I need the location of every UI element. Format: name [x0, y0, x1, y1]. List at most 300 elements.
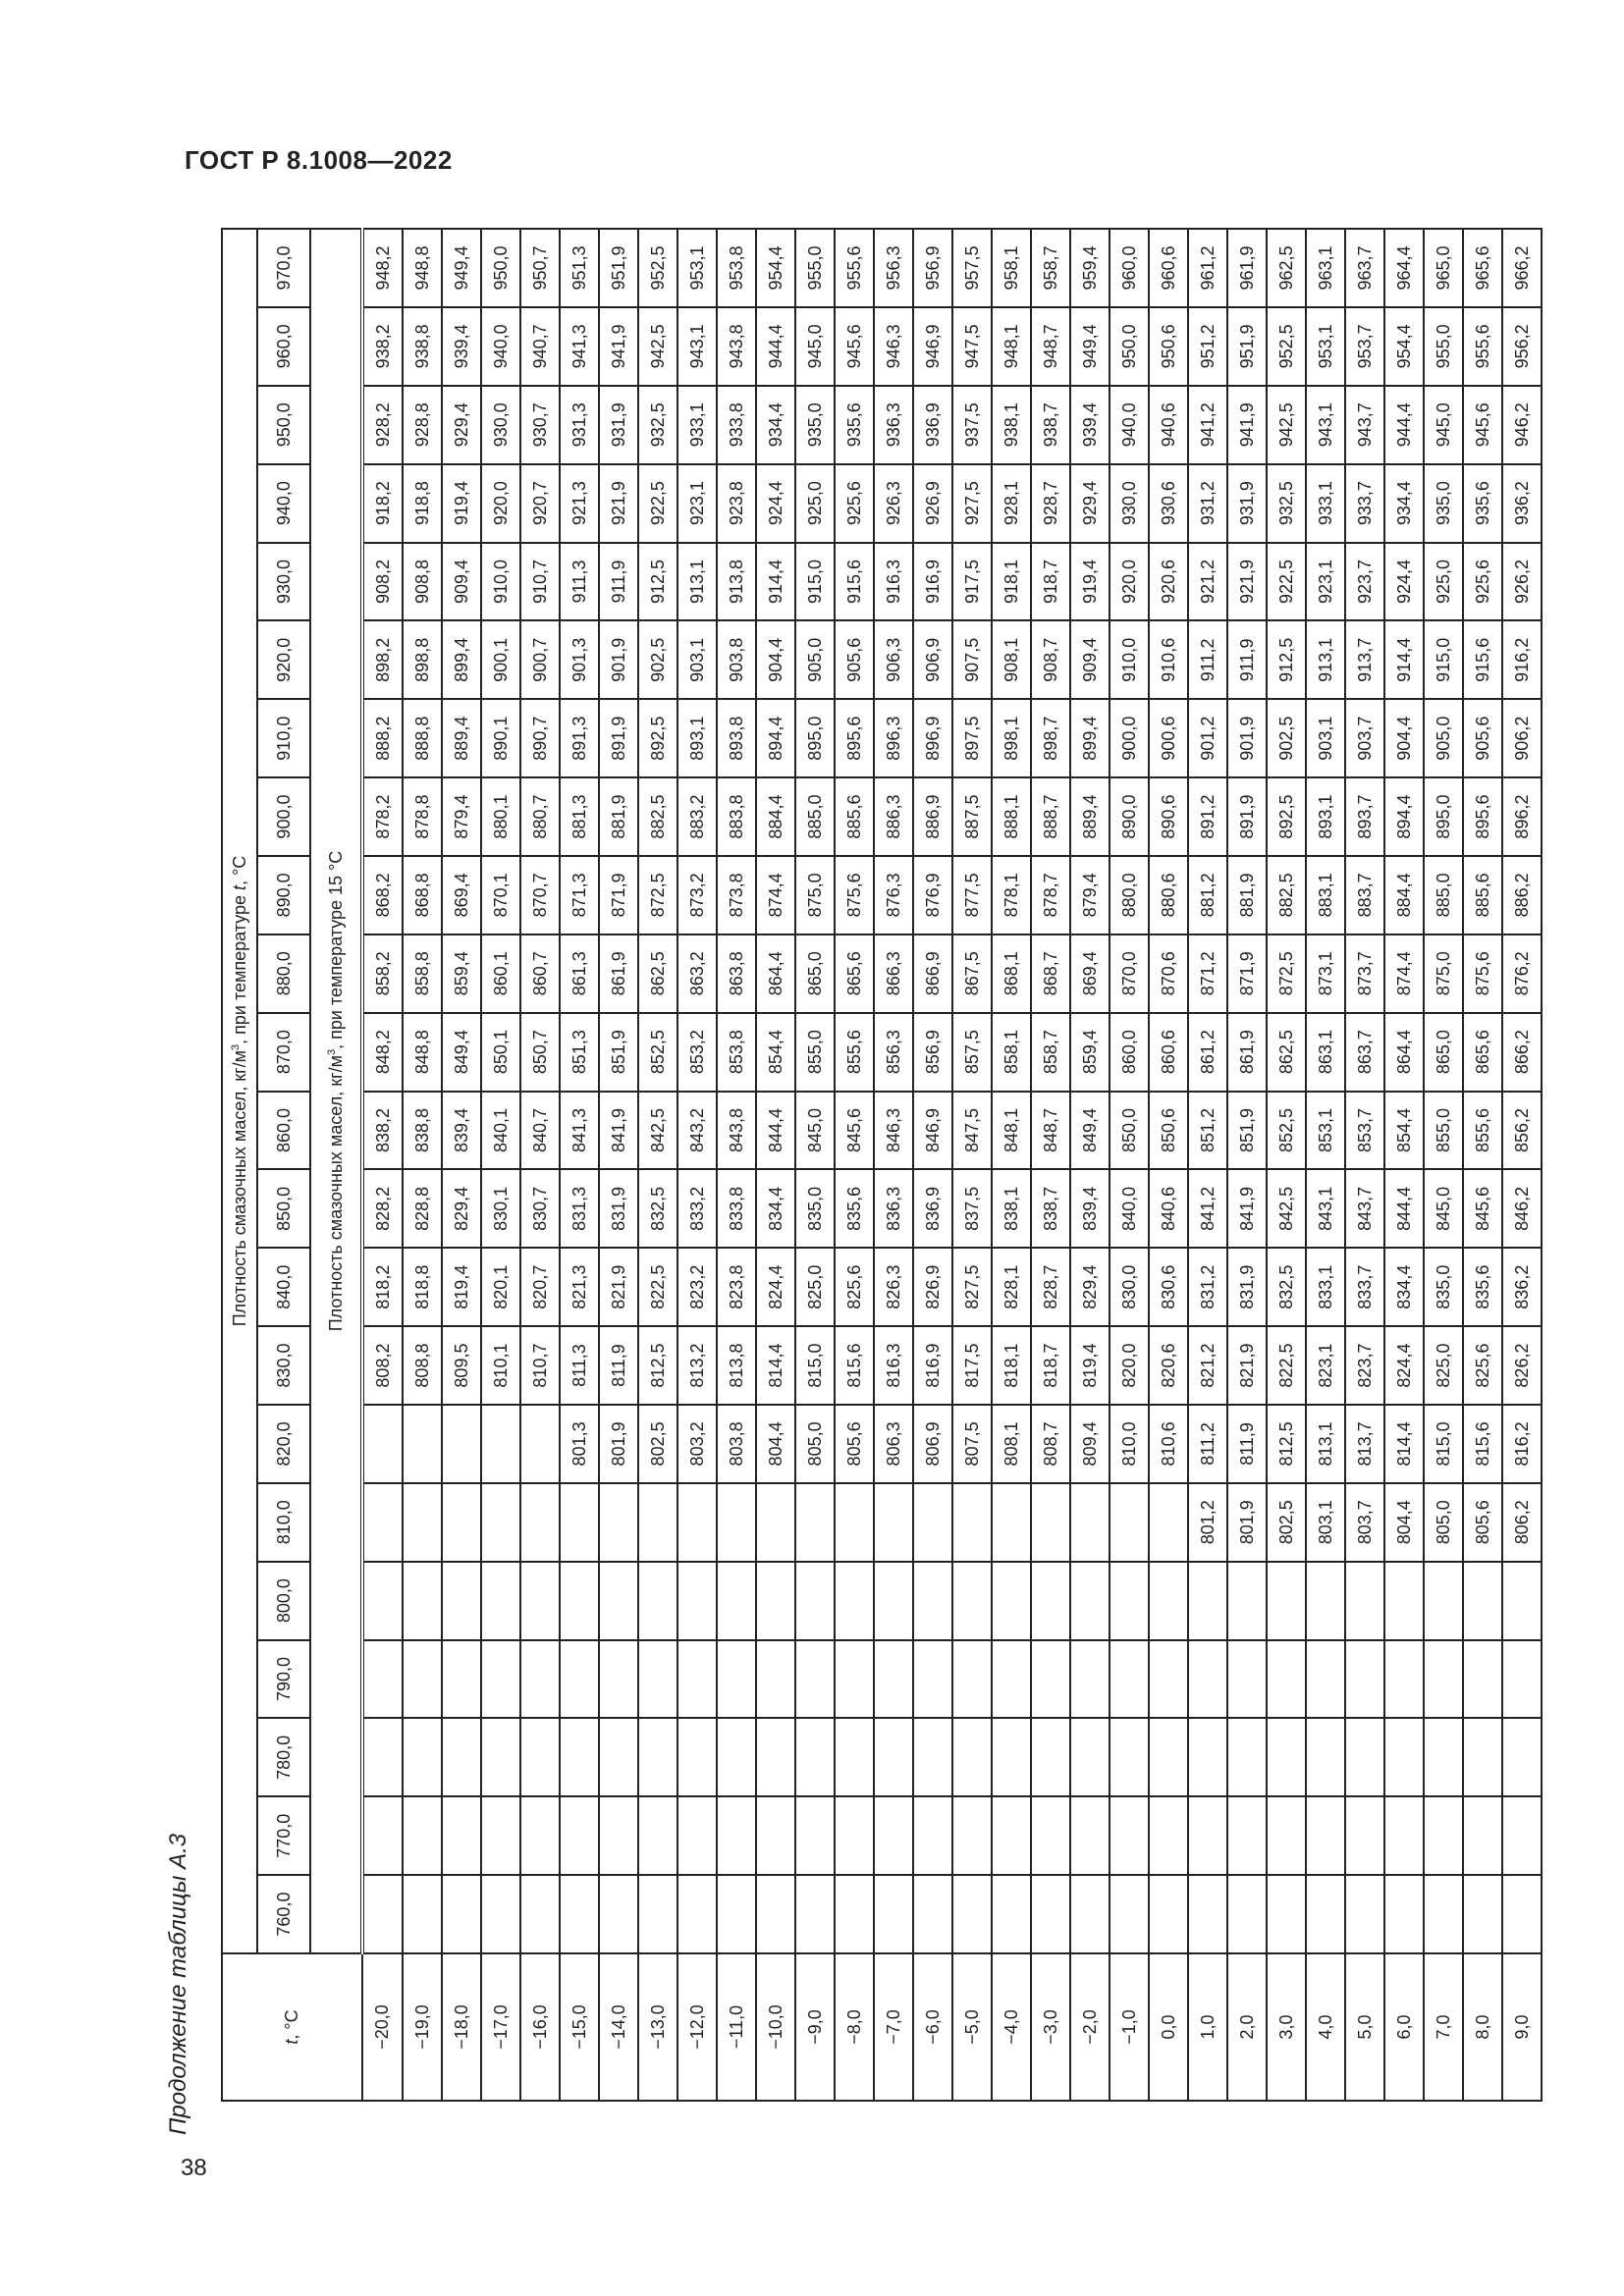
density-cell: 913,1	[677, 543, 717, 621]
density-cell: 808,2	[362, 1326, 403, 1405]
temp-var-label: t	[282, 2039, 301, 2045]
density-cell: 912,5	[638, 543, 677, 621]
density-cell: 836,2	[1502, 1248, 1542, 1326]
density-cell: 830,6	[1149, 1248, 1188, 1326]
density-cell: 852,5	[638, 1013, 677, 1092]
density-cell	[403, 1405, 442, 1483]
density-cell: 882,5	[1267, 856, 1306, 934]
density-cell: 911,9	[599, 543, 638, 621]
density-cell: 944,4	[1384, 386, 1424, 464]
density-cell: 888,2	[362, 699, 403, 777]
density-cell	[638, 1640, 677, 1719]
density-cell: 838,1	[992, 1169, 1031, 1248]
density-cell: 868,1	[992, 934, 1031, 1013]
density-cell: 913,1	[1306, 620, 1345, 699]
density-cell: 900,7	[520, 620, 560, 699]
density-cell	[1384, 1875, 1424, 1953]
density-cell	[1149, 1718, 1188, 1796]
density-cell: 838,8	[403, 1092, 442, 1170]
density-cell	[677, 1718, 717, 1796]
density-cell: 953,1	[1306, 307, 1345, 386]
density-cell: 819,4	[442, 1248, 481, 1326]
density-cell	[362, 1483, 403, 1562]
density-cell	[403, 1562, 442, 1640]
density-cell: 918,1	[992, 543, 1031, 621]
density-cell	[835, 1640, 874, 1719]
density-cell	[442, 1640, 481, 1719]
density-cell: 865,0	[1424, 1013, 1463, 1092]
density-cell	[1031, 1875, 1070, 1953]
density-cell	[1110, 1640, 1149, 1719]
density-column-header: 760,0	[257, 1875, 310, 1953]
density-cell	[835, 1875, 874, 1953]
density-cell: 862,5	[1267, 1013, 1306, 1092]
density-cell: 941,9	[599, 307, 638, 386]
density-cell: 824,4	[756, 1248, 795, 1326]
density-cell	[756, 1796, 795, 1875]
density-cell	[1345, 1875, 1384, 1953]
density-cell: 872,5	[638, 856, 677, 934]
density-cell: 883,2	[677, 777, 717, 856]
density-cell: 805,6	[1463, 1483, 1502, 1562]
density-cell: 816,2	[1502, 1405, 1542, 1483]
density-cell	[1306, 1640, 1345, 1719]
density-column-header: 950,0	[257, 386, 310, 464]
density-cell: 838,2	[362, 1092, 403, 1170]
density-cell: 933,1	[677, 386, 717, 464]
density-cell: 890,7	[520, 699, 560, 777]
group-header-bottom-text: Плотность смазочных масел, кг/м	[325, 1054, 346, 1332]
density-cell: 864,4	[756, 934, 795, 1013]
density-cell: 878,1	[992, 856, 1031, 934]
table-row	[1463, 229, 1502, 2101]
density-cell	[677, 1640, 717, 1719]
density-cell: 813,2	[677, 1326, 717, 1405]
density-cell: 860,7	[520, 934, 560, 1013]
density-cell: 858,2	[362, 934, 403, 1013]
density-cell: 841,2	[1188, 1169, 1227, 1248]
density-cell	[481, 1640, 520, 1719]
density-cell: 947,5	[952, 307, 992, 386]
density-cell: 942,5	[1267, 386, 1306, 464]
density-cell: 863,7	[1345, 1013, 1384, 1092]
density-cell: 929,4	[442, 386, 481, 464]
density-cell: 826,9	[913, 1248, 952, 1326]
density-cell: 854,4	[1384, 1092, 1424, 1170]
density-cell: 939,4	[1070, 386, 1110, 464]
table-row	[1502, 229, 1542, 2101]
density-cell: 906,9	[913, 620, 952, 699]
temperature-cell: −9,0	[795, 1953, 835, 2101]
density-cell: 934,4	[1384, 464, 1424, 543]
density-cell	[638, 1718, 677, 1796]
density-cell: 885,0	[1424, 856, 1463, 934]
density-cell: 938,1	[992, 386, 1031, 464]
density-cell	[1463, 1875, 1502, 1953]
density-cell: 870,0	[1110, 934, 1149, 1013]
density-cell	[403, 1718, 442, 1796]
density-cell: 864,4	[1384, 1013, 1424, 1092]
density-cell: 832,5	[638, 1169, 677, 1248]
density-column-header: 820,0	[257, 1405, 310, 1483]
density-cell	[756, 1718, 795, 1796]
density-cell	[1031, 1562, 1070, 1640]
density-cell: 943,1	[1306, 386, 1345, 464]
table-row	[795, 229, 835, 2101]
density-cell: 803,7	[1345, 1483, 1384, 1562]
density-cell: 954,4	[756, 229, 795, 307]
density-cell: 902,5	[1267, 699, 1306, 777]
density-cell: 823,7	[1345, 1326, 1384, 1405]
density-cell: 953,8	[717, 229, 756, 307]
density-cell: 915,0	[1424, 620, 1463, 699]
density-cell: 966,2	[1502, 229, 1542, 307]
density-cell: 820,7	[520, 1248, 560, 1326]
density-cell: 821,9	[1227, 1326, 1267, 1405]
density-cell: 856,2	[1502, 1092, 1542, 1170]
temperature-cell: −2,0	[1070, 1953, 1110, 2101]
density-cell: 876,2	[1502, 934, 1542, 1013]
density-cell: 801,9	[599, 1405, 638, 1483]
density-cell	[1306, 1562, 1345, 1640]
density-cell: 923,1	[1306, 543, 1345, 621]
density-cell	[1110, 1562, 1149, 1640]
density-cell: 828,2	[362, 1169, 403, 1248]
density-cell: 892,5	[1267, 777, 1306, 856]
density-cell: 858,1	[992, 1013, 1031, 1092]
density-cell: 845,6	[835, 1092, 874, 1170]
table-row	[599, 229, 638, 2101]
density-column-header: 870,0	[257, 1013, 310, 1092]
density-cell	[1149, 1483, 1188, 1562]
density-cell: 921,2	[1188, 543, 1227, 621]
density-cell: 901,9	[599, 620, 638, 699]
temperature-cell: 9,0	[1502, 1953, 1542, 2101]
density-cell	[835, 1562, 874, 1640]
density-cell: 805,6	[835, 1405, 874, 1483]
density-cell: 841,3	[560, 1092, 599, 1170]
density-cell	[1384, 1640, 1424, 1719]
density-cell: 906,2	[1502, 699, 1542, 777]
density-cell: 877,5	[952, 856, 992, 934]
density-cell	[1149, 1640, 1188, 1719]
density-cell	[717, 1875, 756, 1953]
temperature-cell: −1,0	[1110, 1953, 1149, 2101]
density-cell: 812,5	[1267, 1405, 1306, 1483]
density-cell: 911,9	[1227, 620, 1267, 699]
density-cell: 895,0	[795, 699, 835, 777]
density-cell	[1149, 1796, 1188, 1875]
density-column-header: 900,0	[257, 777, 310, 856]
density-cell: 811,3	[560, 1326, 599, 1405]
density-cell: 893,7	[1345, 777, 1384, 856]
density-cell	[1227, 1562, 1267, 1640]
density-cell: 818,1	[992, 1326, 1031, 1405]
density-cell	[560, 1875, 599, 1953]
density-cell: 866,2	[1502, 1013, 1542, 1092]
density-cell: 881,2	[1188, 856, 1227, 934]
density-cell: 901,9	[1227, 699, 1267, 777]
density-cell: 868,2	[362, 856, 403, 934]
density-cell	[835, 1483, 874, 1562]
density-cell: 875,0	[795, 856, 835, 934]
density-cell: 928,2	[362, 386, 403, 464]
density-cell: 828,1	[992, 1248, 1031, 1326]
density-cell: 811,2	[1188, 1405, 1227, 1483]
density-cell: 848,2	[362, 1013, 403, 1092]
density-cell	[1188, 1562, 1227, 1640]
density-cell: 863,2	[677, 934, 717, 1013]
temperature-cell: 3,0	[1267, 1953, 1306, 2101]
density-cell: 933,1	[1306, 464, 1345, 543]
table-row	[1227, 229, 1267, 2101]
group-header-top-sup: 3	[229, 1043, 242, 1050]
temperature-cell: 1,0	[1188, 1953, 1227, 2101]
density-cell: 870,1	[481, 856, 520, 934]
density-cell: 958,1	[992, 229, 1031, 307]
density-cell: 861,9	[1227, 1013, 1267, 1092]
table-row	[1149, 229, 1188, 2101]
density-cell: 950,0	[1110, 307, 1149, 386]
density-cell	[992, 1875, 1031, 1953]
density-cell	[520, 1562, 560, 1640]
density-cell: 934,4	[756, 386, 795, 464]
density-cell: 828,7	[1031, 1248, 1070, 1326]
density-cell: 900,1	[481, 620, 520, 699]
density-cell: 925,6	[835, 464, 874, 543]
density-cell: 840,7	[520, 1092, 560, 1170]
density-cell	[1031, 1796, 1070, 1875]
density-cell: 818,2	[362, 1248, 403, 1326]
density-cell	[1306, 1718, 1345, 1796]
density-cell: 885,0	[795, 777, 835, 856]
density-cell: 844,4	[756, 1092, 795, 1170]
table-row	[1031, 229, 1070, 2101]
density-cell: 962,5	[1267, 229, 1306, 307]
density-cell: 854,4	[756, 1013, 795, 1092]
density-cell: 891,3	[560, 699, 599, 777]
density-cell: 857,5	[952, 1013, 992, 1092]
density-column-header: 880,0	[257, 934, 310, 1013]
density-cell: 903,8	[717, 620, 756, 699]
density-cell: 865,6	[1463, 1013, 1502, 1092]
temperature-cell: −14,0	[599, 1953, 638, 2101]
density-cell: 926,9	[913, 464, 952, 543]
density-column-headers	[257, 229, 310, 2101]
density-cell: 920,0	[481, 464, 520, 543]
density-cell: 830,1	[481, 1169, 520, 1248]
density-cell: 825,6	[1463, 1326, 1502, 1405]
density-cell	[560, 1796, 599, 1875]
group-header-at-15c	[310, 229, 362, 1953]
density-cell: 888,8	[403, 699, 442, 777]
density-cell	[1031, 1483, 1070, 1562]
density-cell: 924,4	[1384, 543, 1424, 621]
density-cell: 951,9	[599, 229, 638, 307]
density-cell: 957,5	[952, 229, 992, 307]
density-cell	[717, 1796, 756, 1875]
density-cell: 863,8	[717, 934, 756, 1013]
density-cell: 935,6	[835, 386, 874, 464]
density-cell: 935,6	[1463, 464, 1502, 543]
density-cell: 965,6	[1463, 229, 1502, 307]
density-cell: 845,0	[1424, 1169, 1463, 1248]
density-cell: 803,1	[1306, 1483, 1345, 1562]
table-row	[1267, 229, 1306, 2101]
temperature-cell: 2,0	[1227, 1953, 1267, 2101]
density-cell: 847,5	[952, 1092, 992, 1170]
density-cell: 860,1	[481, 934, 520, 1013]
density-cell: 940,6	[1149, 386, 1188, 464]
density-cell: 804,4	[756, 1405, 795, 1483]
density-cell: 955,6	[1463, 307, 1502, 386]
density-cell: 867,5	[952, 934, 992, 1013]
density-cell: 856,9	[913, 1013, 952, 1092]
density-cell: 949,4	[1070, 307, 1110, 386]
density-cell: 834,4	[1384, 1248, 1424, 1326]
density-cell: 950,0	[481, 229, 520, 307]
density-cell: 823,8	[717, 1248, 756, 1326]
density-cell: 865,6	[835, 934, 874, 1013]
density-cell: 811,9	[1227, 1405, 1267, 1483]
density-cell: 805,0	[795, 1405, 835, 1483]
density-cell: 891,2	[1188, 777, 1227, 856]
density-cell: 880,7	[520, 777, 560, 856]
density-cell: 876,3	[874, 856, 913, 934]
density-cell: 941,9	[1227, 386, 1267, 464]
density-column-header: 930,0	[257, 543, 310, 621]
density-cell: 850,1	[481, 1013, 520, 1092]
density-cell: 904,4	[1384, 699, 1424, 777]
density-cell: 851,2	[1188, 1092, 1227, 1170]
density-cell	[1502, 1562, 1542, 1640]
density-cell	[599, 1562, 638, 1640]
density-cell: 830,0	[1110, 1248, 1149, 1326]
density-cell: 871,9	[1227, 934, 1267, 1013]
density-cell: 844,4	[1384, 1169, 1424, 1248]
density-cell: 893,8	[717, 699, 756, 777]
density-cell: 883,1	[1306, 856, 1345, 934]
density-cell: 873,1	[1306, 934, 1345, 1013]
density-cell: 930,7	[520, 386, 560, 464]
density-cell	[442, 1875, 481, 1953]
density-cell: 831,3	[560, 1169, 599, 1248]
density-cell: 945,0	[795, 307, 835, 386]
temperature-cell: −17,0	[481, 1953, 520, 2101]
density-cell: 822,5	[638, 1248, 677, 1326]
density-cell: 952,5	[1267, 307, 1306, 386]
density-cell: 901,2	[1188, 699, 1227, 777]
temperature-cell: −3,0	[1031, 1953, 1070, 2101]
density-cell: 903,7	[1345, 699, 1384, 777]
density-cell: 896,3	[874, 699, 913, 777]
density-cell: 884,4	[756, 777, 795, 856]
group-header-top-suffix: , при температуре	[229, 889, 249, 1044]
density-cell	[1345, 1718, 1384, 1796]
density-cell: 851,9	[599, 1013, 638, 1092]
density-cell: 948,7	[1031, 307, 1070, 386]
density-column-header: 800,0	[257, 1562, 310, 1640]
density-cell: 835,0	[795, 1169, 835, 1248]
table-row	[952, 229, 992, 2101]
density-cell: 893,1	[677, 699, 717, 777]
density-cell: 936,3	[874, 386, 913, 464]
density-cell: 940,0	[1110, 386, 1149, 464]
density-cell: 887,5	[952, 777, 992, 856]
density-cell: 849,4	[1070, 1092, 1110, 1170]
density-cell: 804,4	[1384, 1483, 1424, 1562]
density-cell: 928,1	[992, 464, 1031, 543]
density-cell: 899,4	[1070, 699, 1110, 777]
density-cell: 820,1	[481, 1248, 520, 1326]
density-cell: 833,8	[717, 1169, 756, 1248]
density-cell	[560, 1483, 599, 1562]
density-cell: 815,6	[835, 1326, 874, 1405]
table-caption: Продолжение таблицы А.3	[165, 1833, 191, 2135]
density-cell: 855,0	[1424, 1092, 1463, 1170]
density-cell: 840,1	[481, 1092, 520, 1170]
density-cell: 801,9	[1227, 1483, 1267, 1562]
density-column-header: 780,0	[257, 1718, 310, 1796]
density-cell: 911,3	[560, 543, 599, 621]
density-cell: 853,2	[677, 1013, 717, 1092]
density-cell	[1031, 1640, 1070, 1719]
density-cell: 817,5	[952, 1326, 992, 1405]
density-cell	[952, 1640, 992, 1719]
density-cell: 921,9	[1227, 543, 1267, 621]
table-row	[874, 229, 913, 2101]
density-cell: 821,9	[599, 1248, 638, 1326]
density-cell: 893,1	[1306, 777, 1345, 856]
density-cell: 910,6	[1149, 620, 1188, 699]
density-cell	[520, 1796, 560, 1875]
density-cell	[520, 1405, 560, 1483]
temperature-cell: −19,0	[403, 1953, 442, 2101]
density-cell	[403, 1796, 442, 1875]
density-cell: 841,9	[1227, 1169, 1267, 1248]
density-cell: 868,8	[403, 856, 442, 934]
temperature-cell: 6,0	[1384, 1953, 1424, 2101]
density-cell: 900,6	[1149, 699, 1188, 777]
density-cell	[756, 1562, 795, 1640]
density-cell: 880,0	[1110, 856, 1149, 934]
density-cell: 905,6	[835, 620, 874, 699]
density-cell	[560, 1640, 599, 1719]
density-column-header: 910,0	[257, 699, 310, 777]
density-cell: 806,2	[1502, 1483, 1542, 1562]
density-column-header: 840,0	[257, 1248, 310, 1326]
table-row	[1424, 229, 1463, 2101]
density-cell	[599, 1483, 638, 1562]
density-cell: 945,6	[1463, 386, 1502, 464]
density-cell: 905,0	[795, 620, 835, 699]
density-cell: 820,0	[1110, 1326, 1149, 1405]
density-cell: 918,7	[1031, 543, 1070, 621]
density-cell: 845,6	[1463, 1169, 1502, 1248]
temperature-cell: −4,0	[992, 1953, 1031, 2101]
density-cell: 950,6	[1149, 307, 1188, 386]
temperature-cell: −5,0	[952, 1953, 992, 2101]
density-cell	[992, 1718, 1031, 1796]
table-row	[1384, 229, 1424, 2101]
density-cell: 837,5	[952, 1169, 992, 1248]
density-cell	[362, 1796, 403, 1875]
density-cell	[874, 1640, 913, 1719]
temperature-cell: 4,0	[1306, 1953, 1345, 2101]
density-cell: 926,2	[1502, 543, 1542, 621]
density-cell: 839,4	[1070, 1169, 1110, 1248]
density-cell: 955,0	[795, 229, 835, 307]
